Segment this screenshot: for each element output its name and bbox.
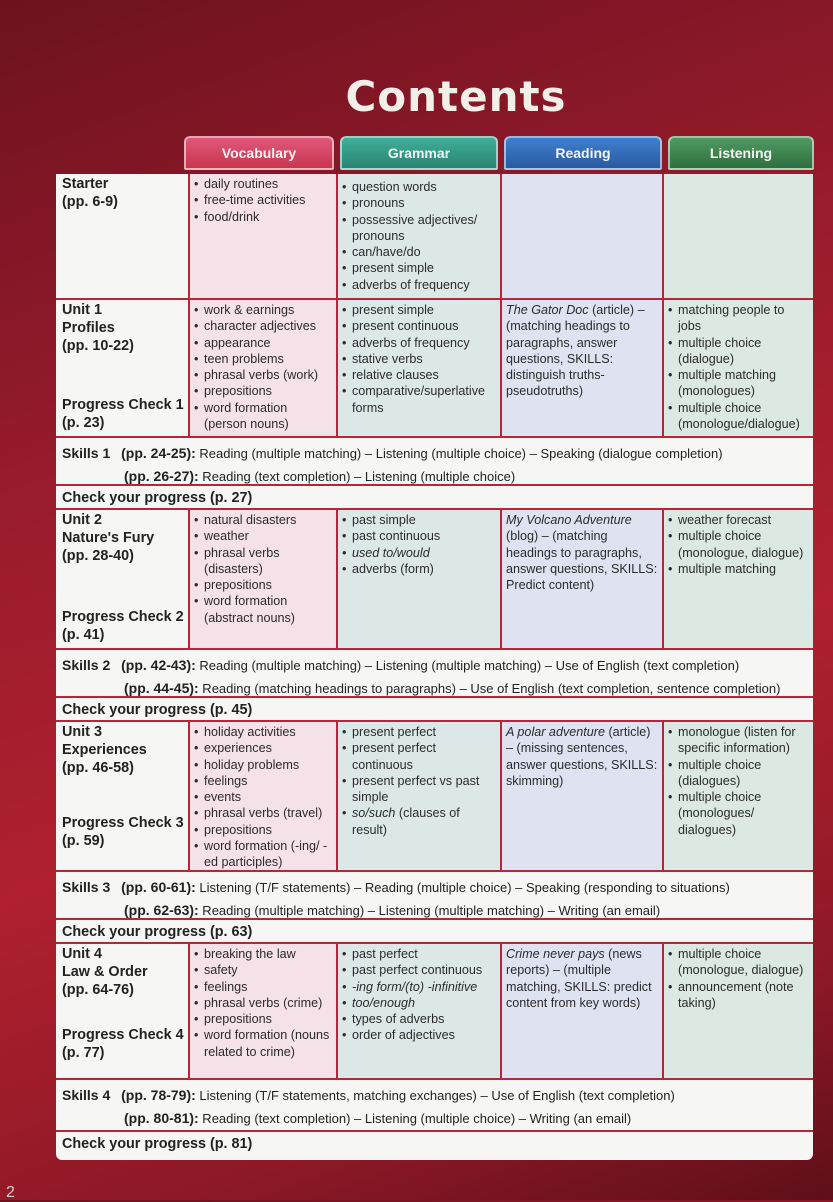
unit3-reading — [500, 722, 662, 870]
grammar-item-italic: so/such — [352, 806, 396, 821]
unit4-listening — [662, 944, 813, 1078]
skills-description: Reading (multiple matching) – Listening (multiple choice) – Speaking (dialogue completion) — [195, 446, 723, 461]
tab-reading: Reading — [504, 136, 662, 170]
list-item: • multiple choice (monologues/ dialogues) — [668, 789, 810, 838]
unit3-listening — [662, 722, 813, 870]
check-progress-2: Check your progress (p. 45) — [56, 696, 813, 720]
list-item: • multiple matching (monologues) — [668, 367, 810, 400]
unit4-reading — [500, 944, 662, 1078]
unit2-vocabulary — [188, 510, 336, 648]
unit-pages: (pp. 64-76) — [62, 982, 134, 998]
list-item: • can/have/do — [342, 244, 497, 260]
list-item: • holiday activities — [194, 724, 333, 740]
list-item: • announcement (note taking) — [668, 979, 810, 1012]
grammar-item-rest: (clauses of result) — [352, 806, 460, 837]
page-number: 2 — [6, 1184, 15, 1201]
unit4-grammar — [336, 944, 500, 1078]
unit1-grammar — [336, 300, 500, 436]
list-item: • daily routines — [194, 176, 333, 192]
skills-pages: (pp. 26-27): — [124, 468, 199, 484]
unit-title: Unit 4 — [62, 946, 102, 962]
unit1-row — [56, 298, 813, 436]
list-item: • prepositions — [194, 577, 333, 593]
skills-label: Skills 4 — [62, 1087, 111, 1103]
reading-description: (article) – (missing sentences, answer questions, SKILLS: skimming) — [506, 725, 658, 788]
list-item: • prepositions — [194, 1011, 333, 1027]
list-item: • weather forecast — [668, 512, 810, 528]
page-title: Contents — [345, 72, 567, 121]
unit-title: Unit 1 — [62, 302, 102, 318]
list-item: • -ing form/(to) -infinitive — [342, 979, 497, 995]
unit4-vocabulary — [188, 944, 336, 1078]
list-item: • monologue (listen for specific information) — [668, 724, 810, 757]
skills-description: Listening (T/F statements, matching exchanges) – Use of English (text completion) — [195, 1088, 675, 1103]
list-item: • present perfect — [342, 724, 497, 740]
unit-pages: (pp. 10-22) — [62, 338, 134, 354]
skills-pages: (pp. 42-43): — [121, 657, 196, 673]
skills-description: Reading (text completion) – Listening (multiple choice) – Writing (an email) — [198, 1111, 632, 1126]
list-item: • multiple choice (dialogues) — [668, 757, 810, 790]
list-item: • prepositions — [194, 383, 333, 399]
skills-pages: (pp. 24-25): — [121, 445, 196, 461]
skills-label: Skills 1 — [62, 445, 111, 461]
list-item: • phrasal verbs (disasters) — [194, 545, 333, 578]
check-progress-4: Check your progress (p. 81) — [56, 1130, 813, 1160]
list-item: • prepositions — [194, 822, 333, 838]
list-item: • free-time activities — [194, 192, 333, 208]
starter-reading — [500, 174, 662, 298]
list-item: • word formation (nouns related to crime) — [194, 1027, 333, 1060]
list-item: • present continuous — [342, 318, 497, 334]
unit-name: Experiences — [62, 742, 147, 758]
skills-label: Skills 3 — [62, 879, 111, 895]
list-item: • events — [194, 789, 333, 805]
skills-pages: (pp. 60-61): — [121, 879, 196, 895]
unit-pages: (pp. 6-9) — [62, 194, 118, 210]
list-item: • character adjectives — [194, 318, 333, 334]
progress-check-pages: (p. 59) — [62, 833, 105, 849]
list-item: • safety — [194, 962, 333, 978]
unit1-title-cell — [56, 300, 188, 436]
list-item: • phrasal verbs (crime) — [194, 995, 333, 1011]
unit2-grammar — [336, 510, 500, 648]
progress-check-pages: (p. 77) — [62, 1045, 105, 1061]
list-item: • multiple choice (dialogue) — [668, 335, 810, 368]
starter-vocabulary — [188, 174, 336, 298]
skills-pages: (pp. 44-45): — [124, 680, 199, 696]
list-item: • used to/would — [342, 545, 497, 561]
unit2-title-cell — [56, 510, 188, 648]
tab-listening: Listening — [668, 136, 814, 170]
skills1-row — [56, 436, 813, 484]
reading-title: Crime never pays — [506, 947, 605, 961]
unit1-reading — [500, 300, 662, 436]
list-item: • teen problems — [194, 351, 333, 367]
reading-description: (news reports) – (multiple matching, SKILLS: predict content from key words) — [506, 947, 652, 1010]
list-item: • past simple — [342, 512, 497, 528]
unit2-row — [56, 508, 813, 648]
unit2-reading — [500, 510, 662, 648]
tab-grammar: Grammar — [340, 136, 498, 170]
list-item: • multiple choice (monologue/dialogue) — [668, 400, 810, 433]
list-item: • breaking the law — [194, 946, 333, 962]
unit3-grammar — [336, 722, 500, 870]
progress-check-pages: (p. 41) — [62, 627, 105, 643]
check-progress-3: Check your progress (p. 63) — [56, 918, 813, 942]
skills-label: Skills 2 — [62, 657, 111, 673]
progress-check — [62, 608, 184, 644]
list-item: • present perfect vs past simple — [342, 773, 497, 806]
list-item: • present perfect continuous — [342, 740, 497, 773]
list-item: • order of adjectives — [342, 1027, 497, 1043]
tab-vocabulary: Vocabulary — [184, 136, 334, 170]
skills-description: Listening (T/F statements) – Reading (multiple choice) – Speaking (responding to situations) — [195, 880, 730, 895]
progress-check — [62, 814, 184, 850]
list-item: • past perfect — [342, 946, 497, 962]
list-item: • phrasal verbs (travel) — [194, 805, 333, 821]
skills-description: Reading (multiple matching) – Listening (multiple matching) – Use of English (text completion) — [195, 658, 740, 673]
list-item: • relative clauses — [342, 367, 497, 383]
reading-title: My Volcano Adventure — [506, 513, 632, 527]
skills-pages: (pp. 78-79): — [121, 1087, 196, 1103]
reading-title: The Gator Doc — [506, 303, 589, 317]
skills3-row — [56, 870, 813, 918]
unit-title: Starter — [62, 176, 109, 192]
list-item: • food/drink — [194, 209, 333, 225]
unit4-row — [56, 942, 813, 1078]
reading-description: (article) – (matching headings to paragraphs, answer questions, SKILLS: distinguish truths-pseudotruths) — [506, 303, 645, 399]
list-item: • phrasal verbs (work) — [194, 367, 333, 383]
progress-check-label: Progress Check 1 — [62, 397, 184, 413]
list-item: • multiple choice (monologue, dialogue) — [668, 946, 810, 979]
list-item: • types of adverbs — [342, 1011, 497, 1027]
list-item: • adverbs of frequency — [342, 277, 497, 293]
list-item: • feelings — [194, 979, 333, 995]
list-item: • past perfect continuous — [342, 962, 497, 978]
skills-pages: (pp. 62-63): — [124, 902, 199, 918]
list-item: • past continuous — [342, 528, 497, 544]
list-item: • comparative/superlative forms — [342, 383, 497, 416]
progress-check-pages: (p. 23) — [62, 415, 105, 431]
unit-name: Law & Order — [62, 964, 148, 980]
unit-pages: (pp. 28-40) — [62, 548, 134, 564]
list-item: • experiences — [194, 740, 333, 756]
list-item: • work & earnings — [194, 302, 333, 318]
contents-table — [56, 174, 813, 1160]
list-item: • present simple — [342, 260, 497, 276]
progress-check-label: Progress Check 3 — [62, 815, 184, 831]
list-item: • possessive adjectives/ pronouns — [342, 212, 497, 245]
unit-title: Unit 3 — [62, 724, 102, 740]
unit-name: Nature's Fury — [62, 530, 155, 546]
starter-title-cell — [56, 174, 188, 298]
progress-check-label: Progress Check 4 — [62, 1027, 184, 1043]
list-item: • word formation (abstract nouns) — [194, 593, 333, 626]
list-item: • multiple matching — [668, 561, 810, 577]
reading-title: A polar adventure — [506, 725, 605, 739]
unit-title: Unit 2 — [62, 512, 102, 528]
starter-grammar — [336, 174, 500, 298]
progress-check-label: Progress Check 2 — [62, 609, 184, 625]
progress-check — [62, 396, 184, 432]
unit-name: Profiles — [62, 320, 115, 336]
unit2-listening — [662, 510, 813, 648]
list-item: • adverbs (form) — [342, 561, 497, 577]
starter-listening — [662, 174, 813, 298]
reading-description: (blog) – (matching headings to paragraphs, answer questions, SKILLS: Predict content) — [506, 529, 658, 593]
list-item: • present simple — [342, 302, 497, 318]
list-item: • feelings — [194, 773, 333, 789]
list-item: • appearance — [194, 335, 333, 351]
list-item: • multiple choice (monologue, dialogue) — [668, 528, 810, 561]
unit4-title-cell — [56, 944, 188, 1078]
unit3-row — [56, 720, 813, 870]
skills-description: Reading (matching headings to paragraphs) – Use of English (text completion, sentence completion) — [198, 681, 781, 696]
progress-check — [62, 1026, 184, 1062]
list-item: • pronouns — [342, 195, 497, 211]
list-item: • holiday problems — [194, 757, 333, 773]
skills-pages: (pp. 80-81): — [124, 1110, 199, 1126]
list-item: • natural disasters — [194, 512, 333, 528]
list-item: • weather — [194, 528, 333, 544]
check-progress-1: Check your progress (p. 27) — [56, 484, 813, 508]
skills4-row — [56, 1078, 813, 1130]
skills-description: Reading (multiple matching) – Listening (multiple matching) – Writing (an email) — [198, 903, 661, 918]
unit-pages: (pp. 46-58) — [62, 760, 134, 776]
list-item: • question words — [342, 179, 497, 195]
unit3-title-cell — [56, 722, 188, 870]
list-item: • word formation (person nouns) — [194, 400, 333, 433]
skills-description: Reading (text completion) – Listening (multiple choice) — [198, 469, 516, 484]
list-item: • too/enough — [342, 995, 497, 1011]
list-item: • adverbs of frequency — [342, 335, 497, 351]
skills2-row — [56, 648, 813, 696]
unit1-listening — [662, 300, 813, 436]
list-item: • matching people to jobs — [668, 302, 810, 335]
unit1-vocabulary — [188, 300, 336, 436]
list-item: • word formation (-ing/ -ed participles) — [194, 838, 333, 870]
list-item: • stative verbs — [342, 351, 497, 367]
list-item — [342, 805, 497, 838]
starter-row — [56, 174, 813, 298]
unit3-vocabulary — [188, 722, 336, 870]
